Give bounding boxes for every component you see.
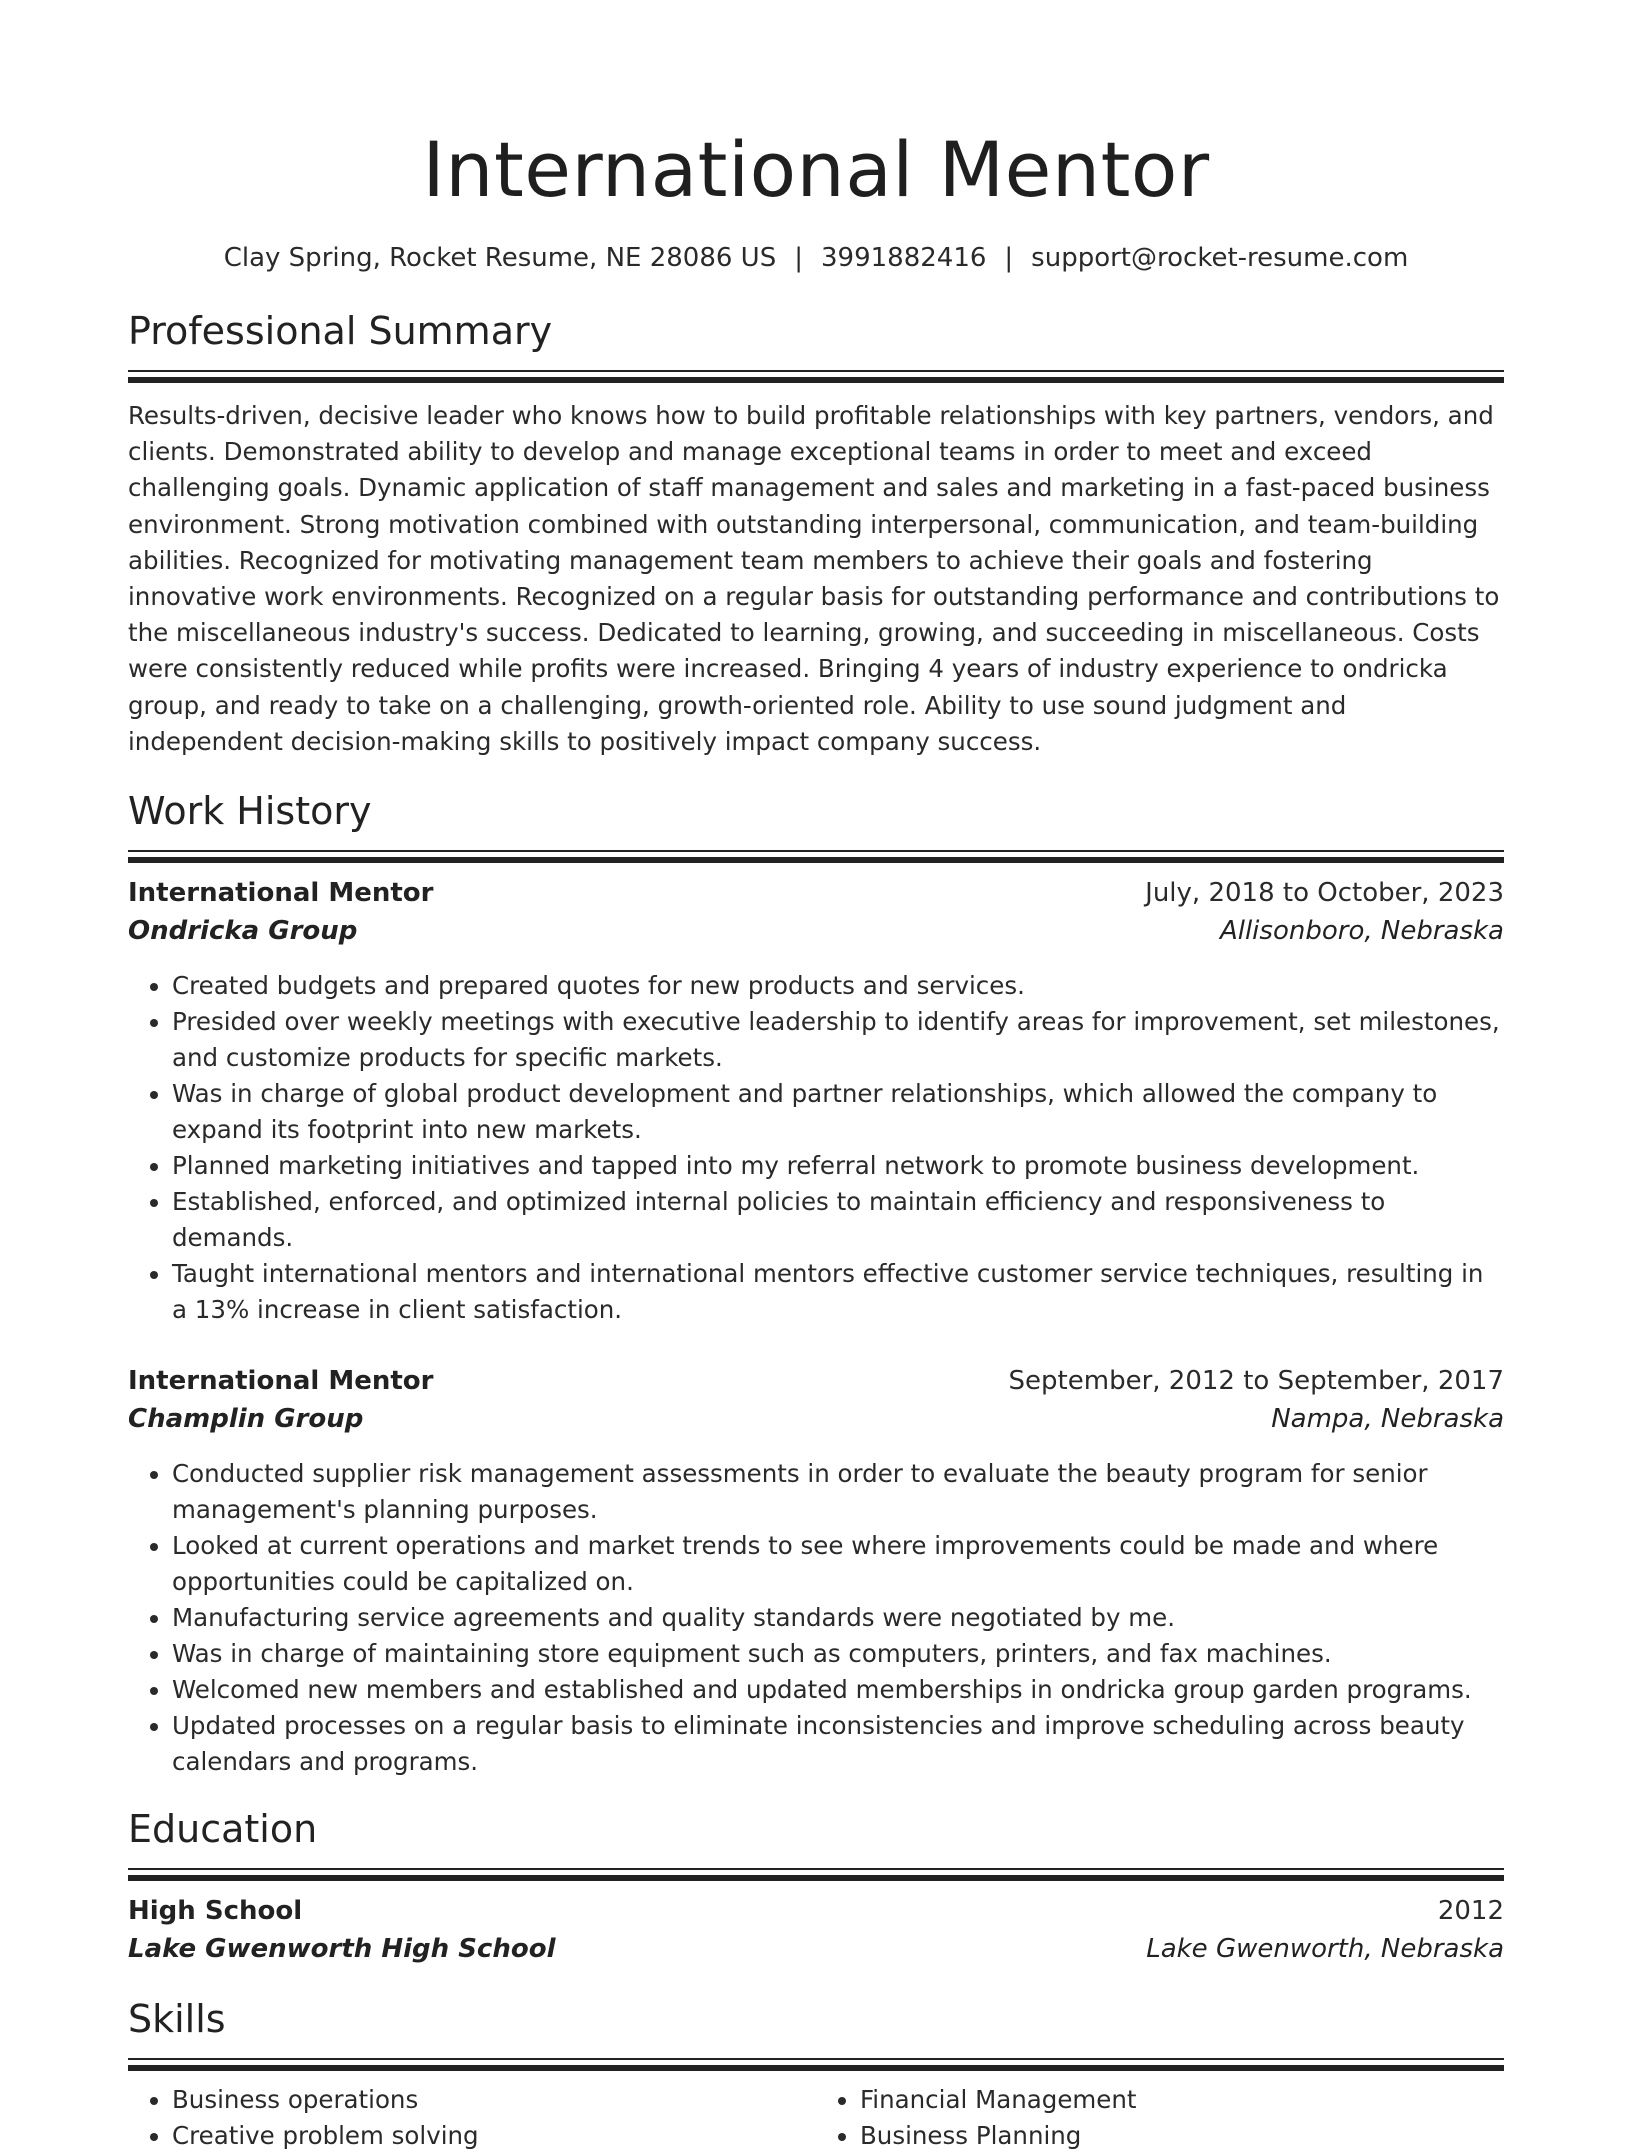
job-header: [128, 874, 1504, 912]
job-bullet: • Was in charge of maintaining store equipment such as computers, printers, and fax machines.: [172, 1636, 1504, 1672]
job-bullets: [128, 968, 1504, 1328]
job-subheader: [128, 912, 1504, 950]
skills-section: [128, 1994, 1504, 2154]
job-subheader: [128, 1400, 1504, 1438]
education-school: Lake Gwenworth High School: [128, 1934, 556, 1965]
job-dates: July, 2018 to October, 2023: [1145, 878, 1504, 909]
job-dates: September, 2012 to September, 2017: [1008, 1366, 1504, 1397]
job-bullet: • Presided over weekly meetings with executive leadership to identify areas for improvement, set milestones, and customize products for specific markets.: [172, 1004, 1504, 1076]
job-bullet: • Looked at current operations and market trends to see where improvements could be made and where opportunities could be capitalized on.: [172, 1528, 1504, 1600]
skill-item: • Business Planning: [860, 2118, 1504, 2154]
section-divider: [128, 1868, 1504, 1874]
job-location: Nampa, Nebraska: [1271, 1404, 1504, 1435]
contact-phone: 3991882416: [820, 243, 987, 273]
section-divider: [128, 2058, 1504, 2064]
skills-column-left: [128, 2082, 816, 2154]
education-location: Lake Gwenworth, Nebraska: [1146, 1934, 1504, 1965]
job-bullet: • Planned marketing initiatives and tapped into my referral network to promote business development.: [172, 1148, 1504, 1184]
skills-columns: [128, 2082, 1504, 2154]
skill-item: • Financial Management: [860, 2082, 1504, 2118]
job-bullet: • Created budgets and prepared quotes for new products and services.: [172, 968, 1504, 1004]
section-divider: [128, 850, 1504, 856]
work-history-section: [128, 786, 1504, 1780]
job-bullet: • Updated processes on a regular basis to eliminate inconsistencies and improve scheduling across beauty calendars and programs.: [172, 1708, 1504, 1780]
job-bullet: • Welcomed new members and established and updated memberships in ondricka group garden programs.: [172, 1672, 1504, 1708]
summary-section: [128, 306, 1504, 760]
job-bullet: • Manufacturing service agreements and quality standards were negotiated by me.: [172, 1600, 1504, 1636]
job-bullet: • Conducted supplier risk management assessments in order to evaluate the beauty program for senior management's planning purposes.: [172, 1456, 1504, 1528]
job-title: International Mentor: [128, 878, 434, 909]
job-bullet: • Established, enforced, and optimized internal policies to maintain efficiency and responsiveness to demands.: [172, 1184, 1504, 1256]
education-degree: High School: [128, 1896, 303, 1927]
contact-separator: |: [794, 243, 803, 273]
job-entry: [128, 874, 1504, 1328]
job-bullet: • Was in charge of global product development and partner relationships, which allowed the company to expand its footprint into new markets.: [172, 1076, 1504, 1148]
contact-email: support@rocket-resume.com: [1031, 243, 1409, 273]
contact-separator: |: [1004, 243, 1014, 273]
job-location: Allisonboro, Nebraska: [1219, 916, 1504, 947]
job-bullets: [128, 1456, 1504, 1780]
skills-column-right: [816, 2082, 1504, 2154]
section-divider: [128, 370, 1504, 376]
section-title-work-history: Work History: [128, 789, 372, 834]
education-year: 2012: [1437, 1896, 1504, 1927]
resume-name: International Mentor: [422, 125, 1210, 214]
job-header: [128, 1362, 1504, 1400]
contact-address: Clay Spring, Rocket Resume, NE 28086 US: [223, 243, 777, 273]
section-title-skills: Skills: [128, 1997, 226, 2042]
job-title: International Mentor: [128, 1366, 434, 1397]
skill-item: • Creative problem solving: [172, 2118, 816, 2154]
job-company: Ondricka Group: [128, 916, 358, 947]
skill-item: • Business operations: [172, 2082, 816, 2118]
section-title-education: Education: [128, 1807, 318, 1852]
job-entry: [128, 1362, 1504, 1780]
education-header: [128, 1892, 1504, 1930]
section-title-summary: Professional Summary: [128, 309, 553, 353]
education-subheader: [128, 1930, 1504, 1968]
education-entry: [128, 1892, 1504, 1968]
contact-line: [128, 242, 1504, 274]
summary-text: Results-driven, decisive leader who knows how to build profitable relationships with key partners, vendors, and clients. Demonstrated ability to develop and manage exceptional teams in order to meet and exceed challenging goals. Dynamic application of staff management and sales and marketing in a fast-paced business environment. Strong motivation combined with outstanding interpersonal, communication, and team-building abilities. Recognized for motivating management team members to achieve their goals and fostering innovative work environments. Recognized on a regular basis for outstanding performance and contributions to the miscellaneous industry's success. Dedicated to learning, growing, and succeeding in miscellaneous. Costs were consistently reduced while profits were increased. Bringing 4 years of industry experience to ondricka group, and ready to take on a challenging, growth-oriented role. Ability to use sound judgment and independent decision-making skills to positively impact company success.: [128, 401, 1500, 756]
job-company: Champlin Group: [128, 1404, 364, 1435]
education-section: [128, 1804, 1504, 1968]
job-bullet: • Taught international mentors and international mentors effective customer service techniques, resulting in a 13% increase in client satisfaction.: [172, 1256, 1504, 1328]
